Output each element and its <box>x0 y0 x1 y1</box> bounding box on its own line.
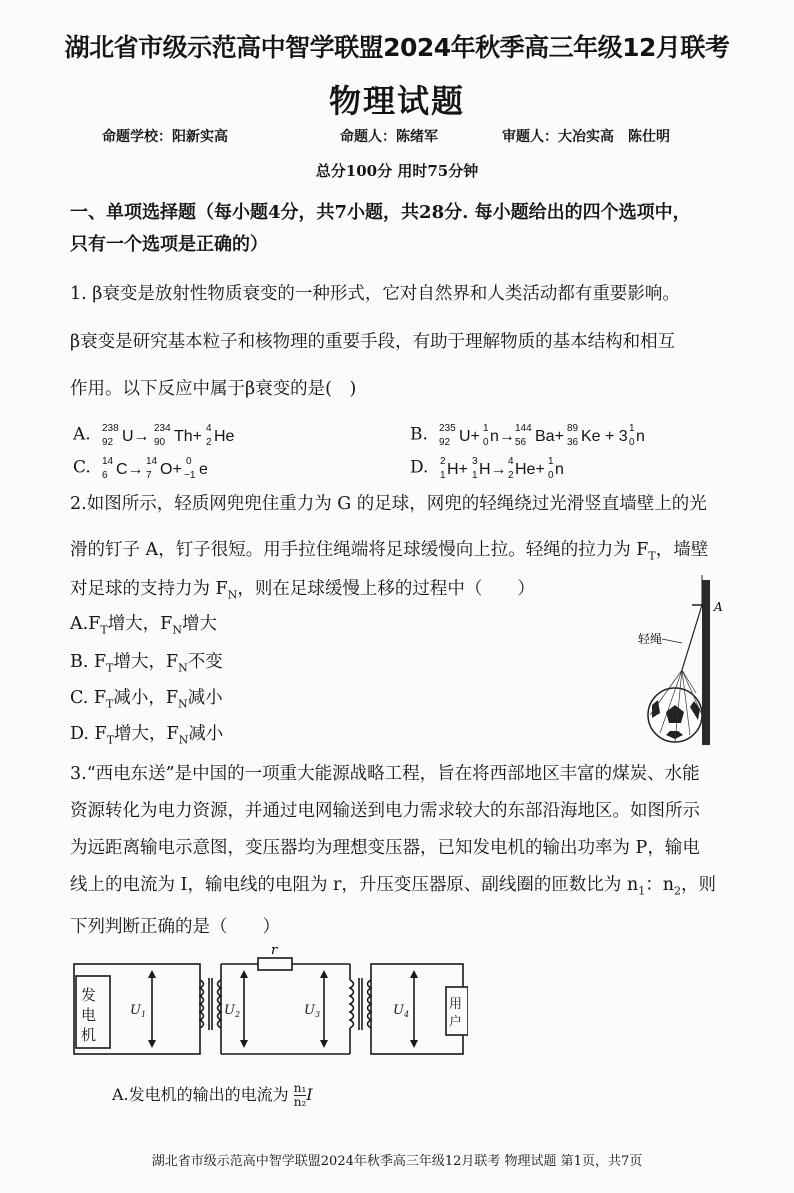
user-text-1: 用 <box>449 997 463 1012</box>
q2-figure <box>630 575 730 750</box>
label-r: r <box>271 943 278 958</box>
q1-line3: 作用。以下反应中属于β衰变的是( ) <box>70 379 357 399</box>
svg-text:H+: H+ <box>446 461 468 478</box>
wall <box>702 580 710 745</box>
coil-1 <box>200 980 204 1028</box>
q3-line3: 为远距离输电示意图，变压器均为理想变压器，已知发电机的输出功率为 P，输电 <box>70 838 700 858</box>
svg-text:56: 56 <box>515 437 527 448</box>
svg-text:2: 2 <box>439 456 446 467</box>
section-heading-line2: 只有一个选项是正确的） <box>70 234 268 255</box>
user-text-2: 户 <box>449 1015 463 1030</box>
q2-option-c: C. $F_T$减小，$F_N$减小 <box>70 688 223 711</box>
q3-line4: 线上的电流为 I，输电线的电阻为 r，升压变压器原、副线圈的匝数比为 $n_1$：$n_2$，则 <box>70 875 717 898</box>
svg-text:4: 4 <box>507 456 514 467</box>
svg-text:C→: C→ <box>116 461 144 478</box>
svg-text:Ba+: Ba+ <box>535 428 565 445</box>
q1-option-c: C. 14 6 C→ 14 7 O+ 0 −1 e <box>73 453 296 483</box>
q2-line2: 滑的钉子 A，钉子很短。用手拉住绳端将足球缓慢向上拉。轻绳的拉力为 $F_T$，墙壁 <box>70 540 709 563</box>
question-author: 命题人：陈绪军 <box>340 129 438 145</box>
svg-text:0: 0 <box>547 470 554 481</box>
label-u3: $U_3$ <box>304 1003 321 1019</box>
svg-text:92: 92 <box>102 437 114 448</box>
proposing-school: 命题学校：阳新实高 <box>102 129 228 145</box>
q3-circuit-diagram <box>68 942 468 1067</box>
svg-text:0: 0 <box>629 437 635 448</box>
svg-text:He: He <box>214 428 235 445</box>
q1-option-d: D. 2 1 H+ 3 1 H→ 4 2 He+ 1 0 n <box>410 453 654 483</box>
generator-text-2: 电 <box>81 1006 97 1024</box>
svg-text:14: 14 <box>102 456 114 467</box>
reviewer: 审题人：大冶实高 陈仕明 <box>502 129 670 145</box>
svg-text:n→: n→ <box>490 428 516 445</box>
q1-option-b-formula <box>433 420 703 450</box>
svg-text:3: 3 <box>471 456 478 467</box>
svg-text:1: 1 <box>483 423 489 434</box>
q1-option-a: A. 238 92 U→ 234 90 Th+ 4 2 He <box>73 420 326 450</box>
svg-text:Th+: Th+ <box>174 428 203 445</box>
svg-text:n: n <box>636 428 646 445</box>
svg-text:2: 2 <box>507 470 514 481</box>
svg-text:92: 92 <box>439 437 451 448</box>
q2-line3: 对足球的支持力为 $F_N$，则在足球缓慢上移的过程中（ ） <box>70 579 535 602</box>
svg-text:O+: O+ <box>160 461 183 478</box>
rope <box>682 605 702 670</box>
svg-text:Ke + 3: Ke + 3 <box>581 428 629 445</box>
svg-text:U→: U→ <box>122 428 150 445</box>
label-a: A <box>714 600 723 614</box>
svg-text:0: 0 <box>186 456 192 467</box>
q1-option-c-formula <box>96 453 296 483</box>
q1-option-a-formula <box>96 420 326 450</box>
svg-text:1: 1 <box>471 470 478 481</box>
q1-line1: 1. β衰变是放射性物质衰变的一种形式，它对自然界和人类活动都有重要影响。 <box>70 284 680 304</box>
svg-text:14: 14 <box>146 456 158 467</box>
label-u4: $U_4$ <box>393 1003 410 1019</box>
generator-text-3: 机 <box>81 1026 97 1044</box>
svg-text:4: 4 <box>206 423 212 434</box>
subject-title: 物理试题 <box>328 82 465 120</box>
svg-text:1: 1 <box>547 456 554 467</box>
q3-line5: 下列判断正确的是（ ） <box>70 917 280 937</box>
exam-title: 湖北省市级示范高中智学联盟2024年秋季高三年级12月联考 <box>64 33 730 62</box>
q3-option-a: A.发电机的输出的电流为 $\frac{\text{n₁}}{\text{n₂}}$ I <box>112 1081 313 1110</box>
svg-text:−1: −1 <box>184 470 196 481</box>
resistor-r <box>258 958 292 970</box>
q2-line1: 2.如图所示，轻质网兜兜住重力为 G 的足球，网兜的轻绳绕过光滑竖直墙壁上的光 <box>70 494 707 514</box>
svg-text:e: e <box>199 461 209 478</box>
svg-text:0: 0 <box>483 437 489 448</box>
svg-text:144: 144 <box>515 423 532 434</box>
svg-text:238: 238 <box>102 423 119 434</box>
generator-text-1: 发 <box>81 986 97 1004</box>
svg-text:H→: H→ <box>478 461 507 478</box>
svg-text:He+: He+ <box>514 461 545 478</box>
q1-option-b: B. 235 92 U+ 1 0 n→ 144 56 Ba+ 89 36 Ke + 3 1 0 n <box>410 420 703 450</box>
label-u1: $U_1$ <box>130 1003 147 1019</box>
q3-option-a-fraction: $\frac{\text{n₁}}{\text{n₂}}$ <box>293 1081 307 1110</box>
svg-text:6: 6 <box>102 470 108 481</box>
label-rope: 轻绳 <box>638 632 663 646</box>
svg-text:U+: U+ <box>459 428 481 445</box>
q3-line2: 资源转化为电力资源，并通过电网输送到电力需求较大的东部沿海地区。如图所示 <box>70 801 700 821</box>
svg-text:n: n <box>554 461 564 478</box>
section-heading-line1: 一、单项选择题（每小题4分，共7小题，共28分. 每小题给出的四个选项中， <box>70 202 691 223</box>
svg-text:1: 1 <box>629 423 635 434</box>
svg-text:89: 89 <box>567 423 579 434</box>
coil-3 <box>350 980 354 1028</box>
q2-option-d: D. $F_T$增大，$F_N$减小 <box>70 724 224 747</box>
label-u2: $U_2$ <box>224 1003 241 1019</box>
svg-text:36: 36 <box>567 437 579 448</box>
svg-text:90: 90 <box>154 437 166 448</box>
q1-line2: β衰变是研究基本粒子和核物理的重要手段，有助于理解物质的基本结构和相互 <box>70 332 676 352</box>
svg-text:235: 235 <box>439 423 456 434</box>
q2-option-a: $A.F_T$增大，$F_N$增大 <box>70 614 217 637</box>
svg-text:234: 234 <box>154 423 171 434</box>
q3-line1: 3.“西电东送”是中国的一项重大能源战略工程，旨在将西部地区丰富的煤炭、水能 <box>70 764 700 784</box>
svg-text:1: 1 <box>439 470 446 481</box>
page-footer: 湖北省市级示范高中智学联盟2024年秋季高三年级12月联考 物理试题 第1页，共7页 <box>151 1154 643 1169</box>
q2-option-b: B. $F_T$增大，$F_N$不变 <box>70 652 223 675</box>
svg-text:7: 7 <box>146 470 152 481</box>
q1-option-d-formula <box>434 453 654 483</box>
svg-text:2: 2 <box>206 437 212 448</box>
score-time: 总分100分 用时75分钟 <box>315 162 479 180</box>
